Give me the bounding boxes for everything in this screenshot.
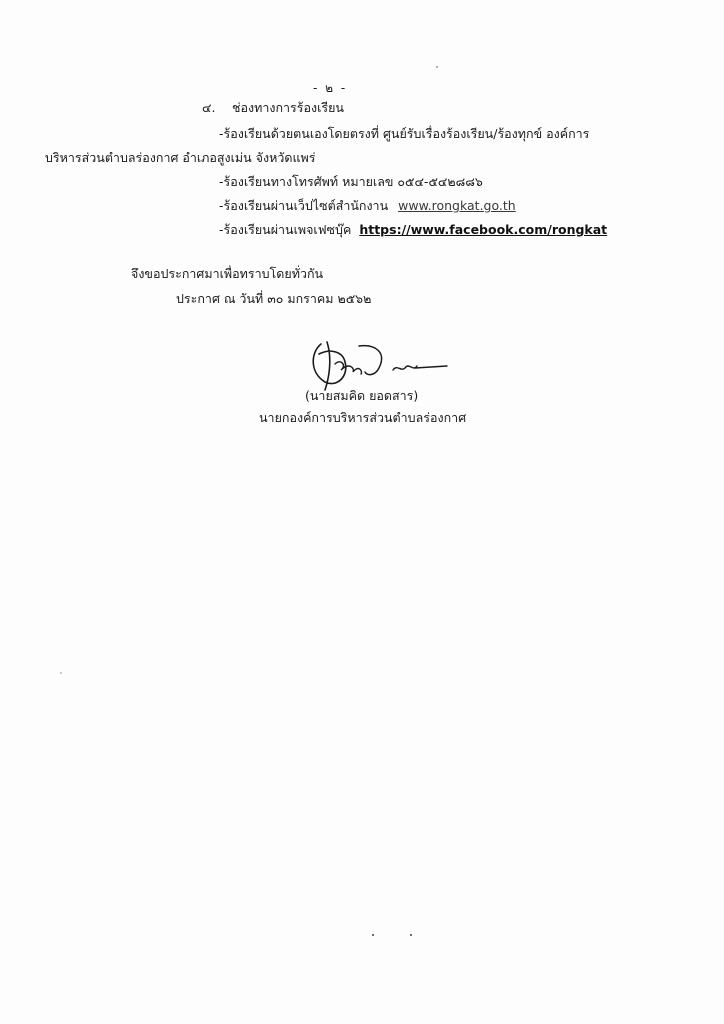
page-number: - ๒ - — [313, 81, 348, 95]
signer-name: (นายสมคิด ยอดสาร) — [305, 388, 419, 403]
scan-speck — [410, 934, 412, 936]
website-label: -ร้องเรียนผ่านเว็ปไซต์สำนักงาน — [219, 198, 389, 213]
scan-speck — [436, 66, 438, 68]
section-number: ๔. — [202, 100, 216, 115]
scan-speck — [60, 672, 62, 674]
website-link[interactable]: www.rongkat.go.th — [398, 198, 516, 213]
announce-date: ประกาศ ณ วันที่ ๓๐ มกราคม ๒๕๖๒ — [176, 291, 372, 306]
facebook-line — [219, 222, 607, 238]
in-person-line-1: -ร้องเรียนด้วยตนเองโดยตรงที่ ศูนย์รับเรื่องร้องเรียน/ร้องทุกข์ องค์การ — [219, 126, 590, 141]
signature — [297, 332, 457, 392]
scan-speck — [372, 934, 374, 936]
facebook-label: -ร้องเรียนผ่านเพจเฟซบุ๊ค — [219, 222, 352, 237]
facebook-link[interactable]: https://www.facebook.com/rongkat — [359, 222, 608, 237]
section-title: ช่องทางการร้องเรียน — [232, 100, 344, 115]
signer-title: นายกองค์การบริหารส่วนตำบลร่องกาศ — [259, 410, 467, 425]
phone-line: -ร้องเรียนทางโทรศัพท์ หมายเลข ๐๕๔-๕๔๒๘๘๖ — [219, 174, 483, 189]
in-person-line-2: บริหารส่วนตำบลร่องกาศ อำเภอสูงเม่น จังหวัดแพร่ — [45, 150, 316, 165]
closing-statement: จึงขอประกาศมาเพื่อทราบโดยทั่วกัน — [131, 266, 324, 281]
website-line — [219, 198, 516, 214]
